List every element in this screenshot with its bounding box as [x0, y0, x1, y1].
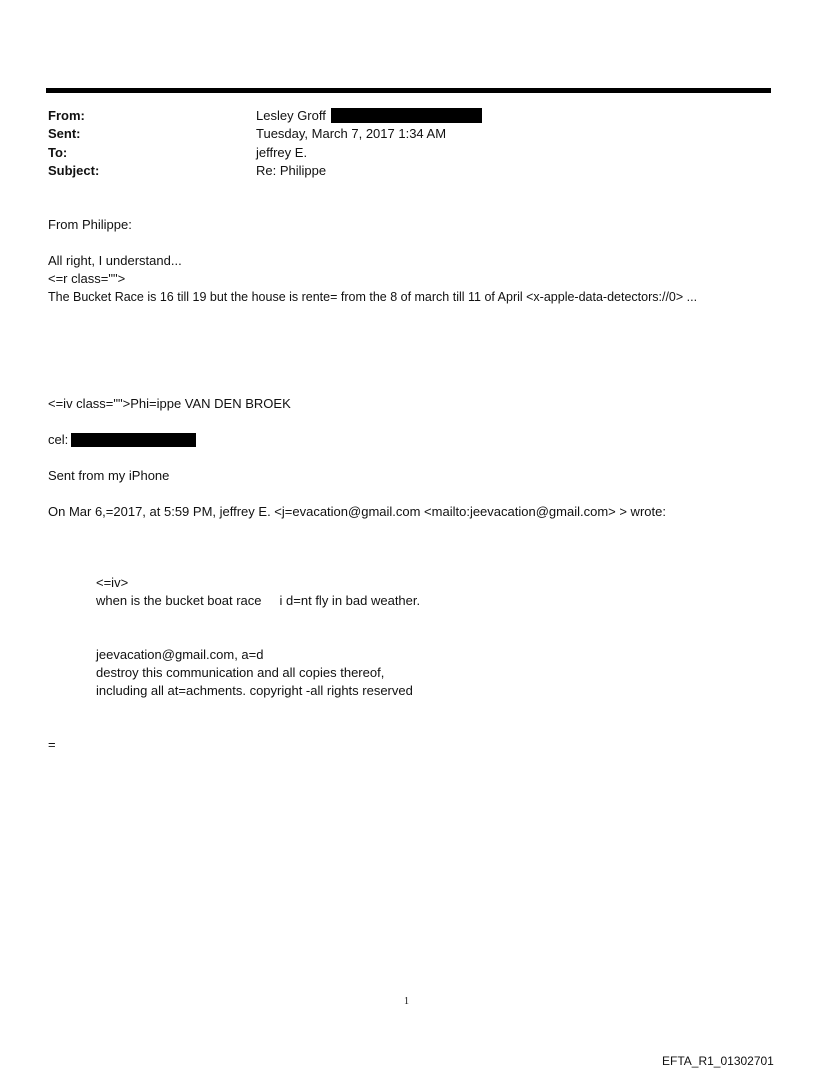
- subject-label: Subject:: [48, 163, 100, 178]
- quoted-line-4: destroy this communication and all copies thereof,: [96, 665, 385, 680]
- header-rule: [46, 88, 771, 93]
- quoted-line-2: when is the bucket boat race i d=nt fly in bad weather.: [96, 593, 421, 608]
- redaction-email: [331, 108, 482, 123]
- redaction-phone: [71, 433, 196, 447]
- from-value: Lesley Groff: [256, 108, 326, 123]
- sent-value: Tuesday, March 7, 2017 1:34 AM: [256, 126, 447, 141]
- cel-label: cel:: [48, 432, 69, 447]
- body-line-3: The Bucket Race is 16 till 19 but the house is rente= from the 8 of march till 11 of April <x-apple-data-detectors://0> ...: [48, 290, 698, 304]
- body-line-2: <=r class="">: [48, 271, 126, 286]
- quote-header: On Mar 6,=2017, at 5:59 PM, jeffrey E. <j=evacation@gmail.com <mailto:jeevacation@gmail.com> > wrote:: [48, 504, 666, 519]
- signature-name: <=iv class="">Phi=ippe VAN DEN BROEK: [48, 396, 291, 411]
- sent-from-line: Sent from my iPhone: [48, 468, 170, 483]
- document-id: EFTA_R1_01302701: [662, 1054, 774, 1068]
- sent-label: Sent:: [48, 126, 81, 141]
- to-label: To:: [48, 145, 68, 160]
- from-label: From:: [48, 108, 85, 123]
- to-value: jeffrey E.: [256, 145, 308, 160]
- quoted-line-1: <=iv>: [96, 575, 129, 590]
- subject-value: Re: Philippe: [256, 163, 327, 178]
- page-number: 1: [404, 996, 409, 1007]
- body-intro: From Philippe:: [48, 217, 132, 232]
- quoted-line-3: jeevacation@gmail.com, a=d: [96, 647, 264, 662]
- body-line-1: All right, I understand...: [48, 253, 182, 268]
- quoted-line-5: including all at=achments. copyright -all rights reserved: [96, 683, 413, 698]
- trailing-equals: =: [48, 737, 56, 752]
